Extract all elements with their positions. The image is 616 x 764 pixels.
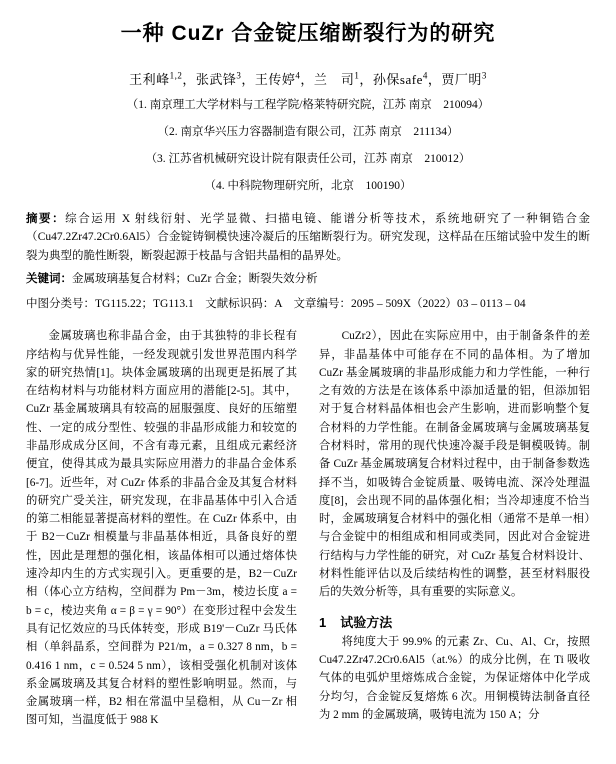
section-title: 试验方法 xyxy=(340,614,393,630)
abstract-label: 摘要： xyxy=(26,212,66,225)
author-list: 王利峰$^{1,2}$，张武锋$^3$，王传婷$^4$，兰 司$^1$，孙保safe$^4$，贾厂明$^3$ xyxy=(129,70,487,88)
body-columns xyxy=(26,327,590,747)
affiliation-3: （3. 江苏省机械研究设计院有限责任公司，江苏 南京 210012） xyxy=(145,152,471,165)
keywords-label: 关键词： xyxy=(26,273,72,286)
right-column xyxy=(319,327,590,747)
page-title: 一种 CuZr 合金锭压缩断裂行为的研究 xyxy=(120,22,496,45)
right-paragraph-1: CuZr2），因此在实际应用中，由于制备条件的差异，非晶基体中可能存在不同的晶体相。为了增加 CuZr 基金属玻璃的非晶形成能力和力学性能，一种行之有效的方法是在该体系中添加适量的铝，但添加铝对于复合材料晶体相也会产生影响，进而影响整个复合材料的力学性能。在制备金属玻璃与金属玻璃基复合材料时，常用的现代快速冷凝手段是铜模吸铸。制备 CuZr 基金属玻璃复合材料过程中，由于制备参数选择不当，如吸铸合金锭质量、吸铸电流、深冷处理温度[8]，会出现不同的晶体强化相；当冷却速度不恰当时，金属玻璃复合材料中的强化相（通常不是单一相）与合金锭中的相组成和相同或类同，因此对合金锭进行结构与力学性能的研究，对 CuZr 基复合材料设计、材料性能评估以及后续结构性的调整，甚至材料服役后的失效分析等，具有重要的实际意义。 xyxy=(319,330,590,599)
section-paragraph-1: 将纯度大于 99.9% 的元素 Zr、Cu、Al、Cr，按照 Cu47.2Zr47.2Cr0.6Al5（at.%）的成分比例，在 Ti 吸收气体的电弧炉里熔炼成合金锭，为保证熔体中化学成分均匀，合金锭反复熔炼 6 次。用铜模铸法制备直径为 2 mm 的金属玻璃，吸铸电流为 150 A；分 xyxy=(319,635,590,721)
abstract xyxy=(26,210,590,266)
keywords xyxy=(26,270,590,288)
keywords-text: 金属玻璃基复合材料；CuZr 合金；断裂失效分析 xyxy=(72,273,318,286)
left-column xyxy=(26,327,297,747)
section-number: 1 xyxy=(319,614,327,630)
affiliation-4: （4. 中科院物理研究所，北京 100190） xyxy=(204,179,412,192)
abstract-text: 综合运用 X 射线衍射、光学显微、扫描电镜、能谱分析等技术，系统地研究了一种铜锆合金（Cu47.2Zr47.2Cr0.6Al5）合金锭铸铜模快速冷凝后的压缩断裂行为。研究发现，这样品在压缩试验中发生的断裂为典型的脆性断裂，断裂起源于枝晶与含铝共晶相的晶界处。 xyxy=(26,212,590,262)
classification-line: 中图分类号：TG115.22；TG113.1 文献标识码：A 文章编号：2095 – 509X（2022）03 – 0113 – 04 xyxy=(26,297,526,310)
affiliation-1: （1. 南京理工大学材料与工程学院/格莱特研究院，江苏 南京 210094） xyxy=(126,99,490,112)
section-heading xyxy=(319,612,590,633)
affiliation-2: （2. 南京华兴压力容器制造有限公司，江苏 南京 211134） xyxy=(157,126,459,139)
paper-page xyxy=(0,20,616,764)
left-paragraph-1: 金属玻璃也称非晶合金，由于其独特的非长程有序结构与优异性能，一经发现就引发世界范围内科学家的研究热情[1]。块体金属玻璃的出现更是拓展了其在结构材料与功能材料方面应用的潜能[2-5]。其中，CuZr 基金属玻璃具有较高的屈服强度、良好的压缩塑性、一定的成分型性、较强的非晶形成能力和较宽的非晶形成成分区间，不含有毒元素，且组成元素经济便宜，使得其成为最具实际应用潜力的非晶合金体系[6-7]。近些年，对 CuZr 体系的非晶合金及其复合材料的研究广受关注，研究发现，在非晶基体中引入合适的第二相能显著提高材料的塑性。在 CuZr 体系中，由于 B2－CuZr 相模量与非晶基体相近，具备良好的塑性，因此是理想的强化相，该晶体相可以通过熔体快速冷却内生的方式实现引入。更重要的是，B2－CuZr 相（体心立方结构，空间群为 Pm－3m，棱边长度 a = b = c，棱边夹角 α = β = γ = 90°）在变形过程中会发生具有记忆效应的马氏体转变，形成 B19'－CuZr 马氏体相（单斜晶系，空间群为 P21/m，a = 0.327 8 nm，b = 0.416 1 nm，c = 0.524 5 nm），该相受强化机制对该体系金属玻璃及其复合材料的塑性影响明显。然而，与金属玻璃一样，B2 相在常温中呈稳相，从 Cu－Zr 相图可知，当温度低于 988 K xyxy=(26,330,297,727)
